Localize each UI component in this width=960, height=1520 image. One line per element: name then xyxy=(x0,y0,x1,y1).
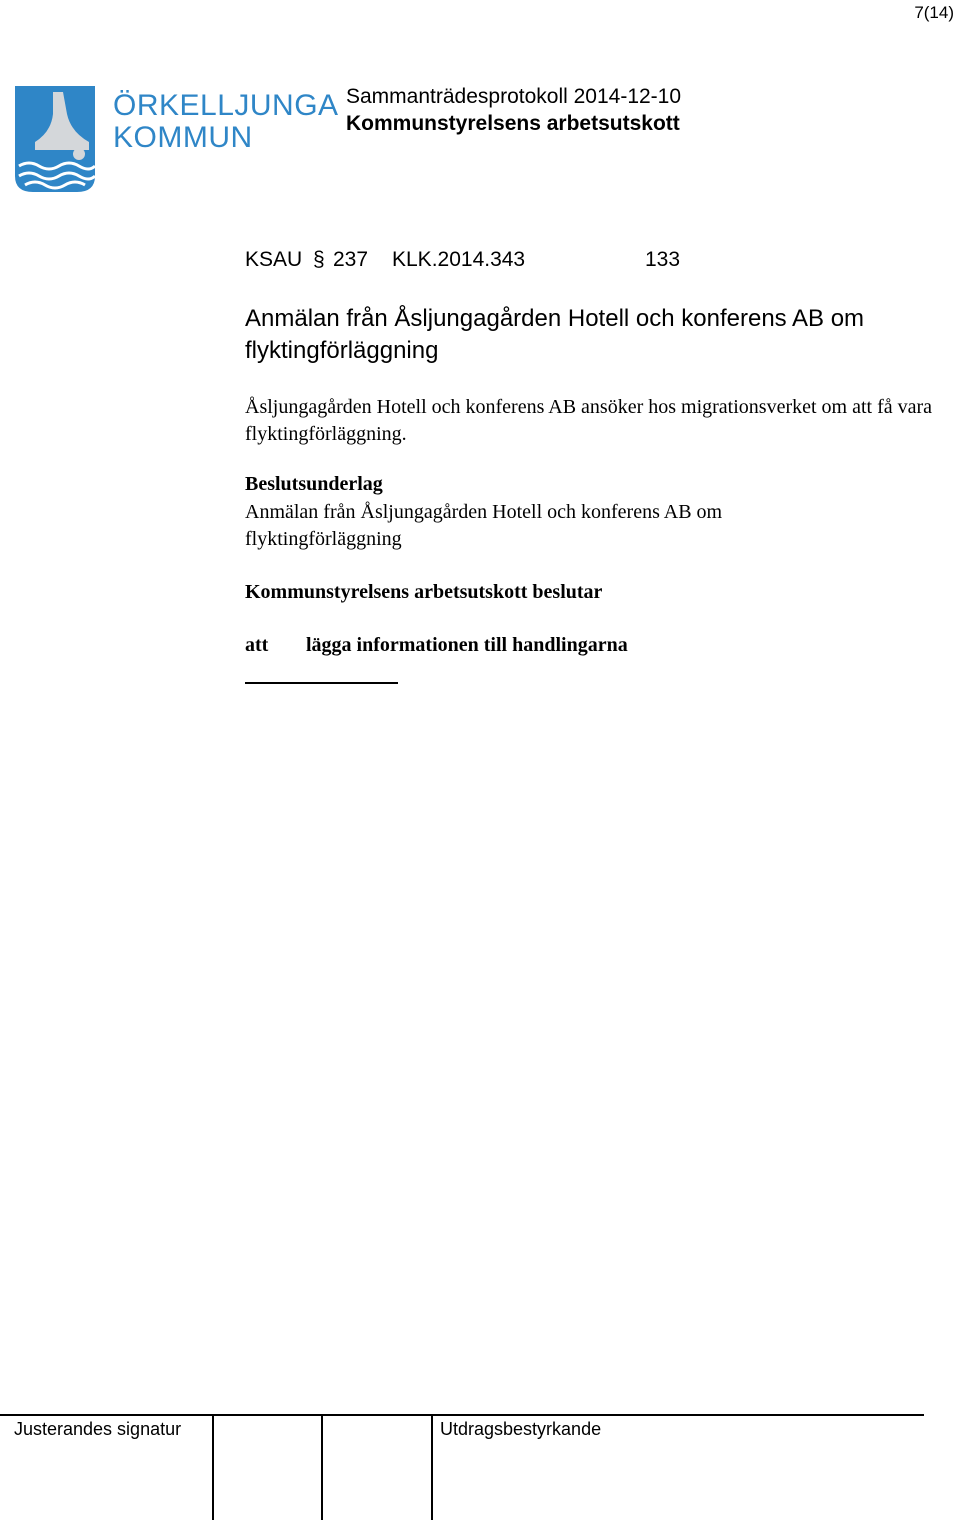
section-symbol: § xyxy=(313,248,325,271)
basis-heading: Beslutsunderlag xyxy=(245,473,383,495)
signature-box-divider-1 xyxy=(212,1414,214,1520)
signature-label: Justerandes signatur xyxy=(14,1419,182,1439)
section-number: 237 xyxy=(333,248,369,271)
municipality-crest-icon xyxy=(15,84,95,192)
decision-heading: Kommunstyrelsens arbetsutskott beslutar xyxy=(245,581,603,603)
decision-text: lägga informationen till handlingarna xyxy=(306,634,628,656)
case-number: KLK.2014.343 xyxy=(392,248,526,271)
decision-label: att xyxy=(245,634,269,656)
section-end-rule xyxy=(245,682,398,684)
committee-code: KSAU xyxy=(245,248,303,271)
summary-paragraph: Åsljungagården Hotell och konferens AB ansöker hos migrationsverket om att få vara flyktingförläggning. xyxy=(245,396,933,445)
page-number: 7(14) xyxy=(914,3,954,22)
municipality-name-line2: KOMMUN xyxy=(113,121,253,154)
crest-bell-clapper xyxy=(73,148,85,160)
document-title: Anmälan från Åsljungagården Hotell och konferens AB om flyktingförläggning xyxy=(245,305,865,364)
committee-name: Kommunstyrelsens arbetsutskott xyxy=(346,112,680,135)
register-number: 133 xyxy=(645,248,681,271)
protocol-title: Sammanträdesprotokoll 2014-12-10 xyxy=(346,85,682,108)
signature-box-divider-3 xyxy=(431,1414,433,1520)
municipality-name-line1: ÖRKELLJUNGA xyxy=(113,89,339,122)
extract-label: Utdragsbestyrkande xyxy=(440,1419,602,1439)
footer-top-line xyxy=(0,1414,924,1416)
signature-box-divider-2 xyxy=(321,1414,323,1520)
basis-text: Anmälan från Åsljungagården Hotell och konferens AB om flyktingförläggning xyxy=(245,501,723,550)
signature-footer xyxy=(0,1414,924,1520)
